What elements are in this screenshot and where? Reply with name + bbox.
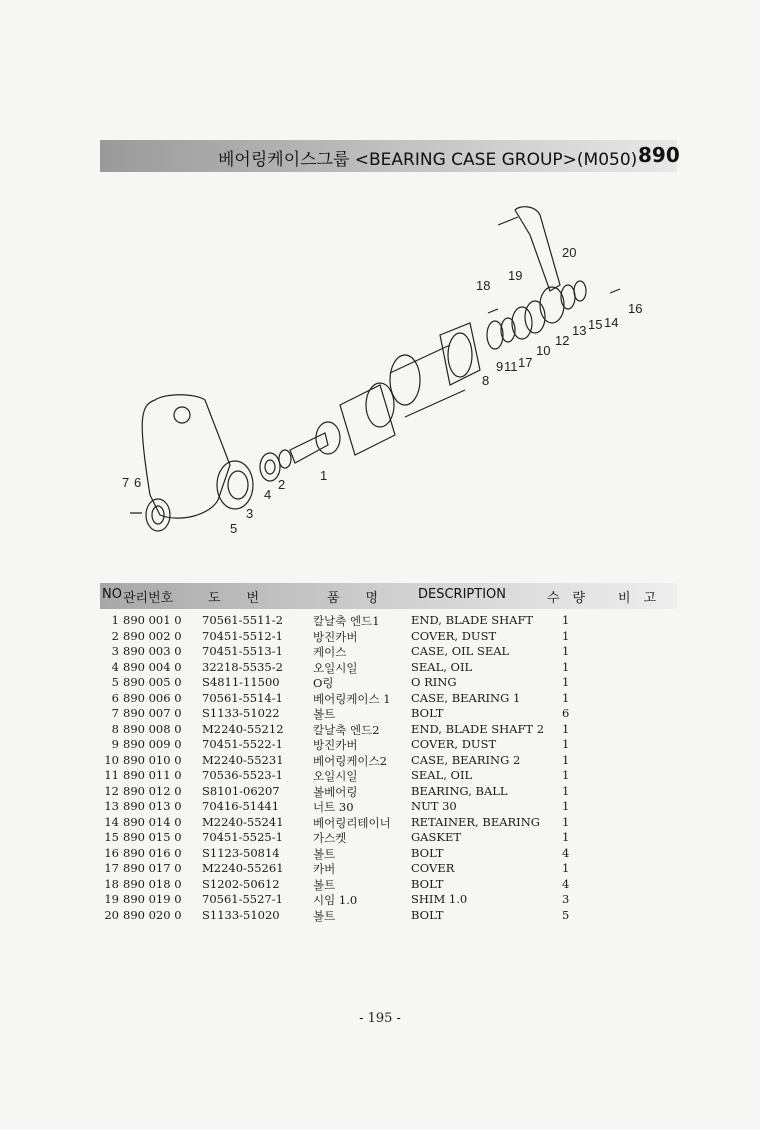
row-quantity: 1 xyxy=(562,690,570,705)
row-description: BOLT xyxy=(411,907,444,922)
row-description: O RING xyxy=(411,675,457,689)
row-description: RETAINER, BEARING xyxy=(411,814,540,829)
row-part-name: 베어링리테이너 xyxy=(313,815,391,830)
row-drawing-number: 32218-5535-2 xyxy=(202,659,283,674)
column-header-remark: 비 고 xyxy=(618,591,657,606)
table-row xyxy=(0,691,760,707)
row-quantity: 1 xyxy=(562,752,570,767)
row-quantity: 1 xyxy=(562,830,570,844)
table-row xyxy=(0,892,760,908)
callout-label: 20 xyxy=(562,245,577,260)
callout-label: 5 xyxy=(230,521,238,536)
row-drawing-number: M2240-55241 xyxy=(202,814,284,829)
table-row xyxy=(0,753,760,769)
row-part-name: O링 xyxy=(313,676,334,690)
row-quantity: 3 xyxy=(562,892,570,906)
row-part-name: 칼날축 엔드2 xyxy=(313,722,380,737)
row-mgmt-number: 890 013 0 xyxy=(123,799,182,813)
row-drawing-number: S4811-11500 xyxy=(202,675,280,689)
column-header-mgmt: 관리번호 xyxy=(123,591,174,606)
row-description: CASE, BEARING 2 xyxy=(411,752,521,767)
callout-label: 6 xyxy=(134,475,142,490)
row-quantity: 1 xyxy=(562,861,570,875)
row-mgmt-number: 890 015 0 xyxy=(123,830,182,844)
column-header-name: 품 명 xyxy=(327,591,379,606)
row-no: 15 xyxy=(104,830,119,844)
row-part-name: 방진카버 xyxy=(313,738,358,752)
table-row xyxy=(0,846,760,862)
row-quantity: 4 xyxy=(562,845,570,860)
row-mgmt-number: 890 004 0 xyxy=(123,659,182,674)
row-description: CASE, OIL SEAL xyxy=(411,644,510,658)
table-row xyxy=(0,706,760,722)
row-description: NUT 30 xyxy=(411,799,457,813)
row-mgmt-number: 890 003 0 xyxy=(123,644,182,658)
row-part-name: 볼트 xyxy=(313,707,336,721)
row-no: 3 xyxy=(111,644,119,658)
row-mgmt-number: 890 008 0 xyxy=(123,721,182,736)
callout-label: 2 xyxy=(278,477,286,492)
table-row xyxy=(0,799,760,815)
row-part-name: 카버 xyxy=(313,862,336,876)
callout-label: 16 xyxy=(628,301,643,316)
row-part-name: 오일시일 xyxy=(313,769,358,783)
row-quantity: 1 xyxy=(562,721,570,736)
row-drawing-number: 70561-5527-1 xyxy=(202,892,283,906)
row-no: 13 xyxy=(104,799,119,813)
table-row xyxy=(0,908,760,924)
row-description: BOLT xyxy=(411,876,444,891)
table-row xyxy=(0,737,760,753)
callout-label: 7 xyxy=(122,475,130,490)
row-mgmt-number: 890 014 0 xyxy=(123,814,182,829)
row-no: 10 xyxy=(104,752,119,767)
row-mgmt-number: 890 020 0 xyxy=(123,907,182,922)
row-description: END, BLADE SHAFT 2 xyxy=(411,721,545,736)
row-drawing-number: S1133-51022 xyxy=(202,706,280,720)
row-mgmt-number: 890 011 0 xyxy=(123,768,182,782)
row-drawing-number: S1133-51020 xyxy=(202,907,280,922)
row-quantity: 1 xyxy=(562,659,570,674)
page-number: - 195 - xyxy=(359,1011,401,1026)
row-quantity: 4 xyxy=(562,876,570,891)
row-quantity: 1 xyxy=(562,644,570,658)
table-header-bar xyxy=(100,583,677,609)
callout-label: 10 xyxy=(536,343,551,358)
column-header-no: NO xyxy=(102,587,122,602)
row-no: 19 xyxy=(104,892,119,906)
row-mgmt-number: 890 005 0 xyxy=(123,675,182,689)
row-drawing-number: S8101-06207 xyxy=(202,783,280,798)
row-drawing-number: 70451-5522-1 xyxy=(202,737,283,751)
callout-label: 4 xyxy=(264,487,272,502)
row-description: END, BLADE SHAFT xyxy=(411,613,534,627)
page-title: 베어링케이스그룹 <BEARING CASE GROUP>(M050) xyxy=(218,150,638,170)
table-row xyxy=(0,629,760,645)
row-quantity: 1 xyxy=(562,675,570,689)
row-no: 7 xyxy=(111,706,119,720)
row-mgmt-number: 890 019 0 xyxy=(123,892,182,906)
group-code: 890 xyxy=(638,143,680,167)
row-quantity: 6 xyxy=(562,706,570,720)
row-quantity: 1 xyxy=(562,799,570,813)
row-part-name: 방진카버 xyxy=(313,629,358,644)
callout-label: 1 xyxy=(320,468,328,483)
row-no: 14 xyxy=(104,814,119,829)
row-part-name: 케이스 xyxy=(313,645,347,659)
row-quantity: 1 xyxy=(562,783,570,798)
callout-label: 12 xyxy=(555,333,570,348)
row-drawing-number: 70561-5511-2 xyxy=(202,613,283,627)
row-part-name: 가스켓 xyxy=(313,831,347,845)
row-description: BOLT xyxy=(411,845,444,860)
row-part-name: 오일시일 xyxy=(313,660,358,675)
callout-label: 14 xyxy=(604,315,619,330)
table-row xyxy=(0,784,760,800)
row-drawing-number: M2240-55231 xyxy=(202,752,284,767)
row-mgmt-number: 890 009 0 xyxy=(123,737,182,751)
row-quantity: 5 xyxy=(562,907,570,922)
callout-label: 18 xyxy=(476,278,491,293)
row-quantity: 1 xyxy=(562,613,570,627)
table-row xyxy=(0,815,760,831)
row-no: 4 xyxy=(111,659,119,674)
row-no: 18 xyxy=(104,876,119,891)
row-mgmt-number: 890 002 0 xyxy=(123,628,182,643)
callout-label: 15 xyxy=(588,317,603,332)
callout-label: 13 xyxy=(572,323,587,338)
row-part-name: 볼트 xyxy=(313,877,336,892)
row-drawing-number: M2240-55261 xyxy=(202,861,284,875)
row-no: 2 xyxy=(111,628,119,643)
row-part-name: 칼날축 엔드1 xyxy=(313,614,380,628)
row-quantity: 1 xyxy=(562,768,570,782)
row-drawing-number: 70451-5513-1 xyxy=(202,644,283,658)
table-row xyxy=(0,722,760,738)
row-description: GASKET xyxy=(411,830,462,844)
row-drawing-number: 70536-5523-1 xyxy=(202,768,283,782)
table-row xyxy=(0,768,760,784)
row-no: 12 xyxy=(104,783,119,798)
row-mgmt-number: 890 006 0 xyxy=(123,690,182,705)
row-mgmt-number: 890 018 0 xyxy=(123,876,182,891)
row-part-name: 볼트 xyxy=(313,908,336,923)
row-quantity: 1 xyxy=(562,814,570,829)
row-part-name: 시임 1.0 xyxy=(313,893,358,907)
table-row xyxy=(0,613,760,629)
row-description: COVER, DUST xyxy=(411,737,497,751)
row-no: 20 xyxy=(104,907,119,922)
row-part-name: 볼베어링 xyxy=(313,784,358,799)
row-drawing-number: 70451-5525-1 xyxy=(202,830,283,844)
callout-label: 8 xyxy=(482,373,490,388)
table-row xyxy=(0,830,760,846)
callout-label: 19 xyxy=(508,268,523,283)
column-header-description: DESCRIPTION xyxy=(418,587,506,602)
table-row xyxy=(0,675,760,691)
table-row xyxy=(0,877,760,893)
row-no: 6 xyxy=(111,690,119,705)
row-no: 11 xyxy=(104,768,119,782)
row-mgmt-number: 890 007 0 xyxy=(123,706,182,720)
row-drawing-number: M2240-55212 xyxy=(202,721,284,736)
row-description: BEARING, BALL xyxy=(411,783,508,798)
exploded-parts-diagram xyxy=(110,195,670,555)
row-mgmt-number: 890 001 0 xyxy=(123,613,182,627)
row-description: SEAL, OIL xyxy=(411,659,473,674)
row-quantity: 1 xyxy=(562,737,570,751)
row-drawing-number: 70561-5514-1 xyxy=(202,690,283,705)
row-part-name: 너트 30 xyxy=(313,800,354,814)
row-description: BOLT xyxy=(411,706,444,720)
callout-label: 17 xyxy=(518,355,533,370)
row-no: 8 xyxy=(111,721,119,736)
row-drawing-number: S1202-50612 xyxy=(202,876,280,891)
row-description: SHIM 1.0 xyxy=(411,892,468,906)
table-row xyxy=(0,660,760,676)
row-part-name: 베어링케이스2 xyxy=(313,753,387,768)
row-part-name: 베어링케이스 1 xyxy=(313,691,391,706)
row-description: COVER xyxy=(411,861,455,875)
table-row xyxy=(0,644,760,660)
callout-label: 3 xyxy=(246,506,254,521)
callout-label: 11 xyxy=(504,359,518,374)
column-header-drawing: 도 번 xyxy=(208,591,260,606)
row-drawing-number: 70451-5512-1 xyxy=(202,628,283,643)
row-mgmt-number: 890 010 0 xyxy=(123,752,182,767)
row-no: 1 xyxy=(111,613,119,627)
row-mgmt-number: 890 012 0 xyxy=(123,783,182,798)
row-description: CASE, BEARING 1 xyxy=(411,690,521,705)
row-quantity: 1 xyxy=(562,628,570,643)
row-description: COVER, DUST xyxy=(411,628,497,643)
row-no: 5 xyxy=(111,675,119,689)
table-row xyxy=(0,861,760,877)
row-description: SEAL, OIL xyxy=(411,768,473,782)
row-drawing-number: S1123-50814 xyxy=(202,845,280,860)
row-part-name: 볼트 xyxy=(313,846,336,861)
row-mgmt-number: 890 017 0 xyxy=(123,861,182,875)
callout-label: 9 xyxy=(496,359,504,374)
row-no: 9 xyxy=(111,737,119,751)
row-drawing-number: 70416-51441 xyxy=(202,799,280,813)
row-mgmt-number: 890 016 0 xyxy=(123,845,182,860)
column-header-qty: 수 량 xyxy=(547,591,586,606)
row-no: 16 xyxy=(104,845,119,860)
row-no: 17 xyxy=(104,861,119,875)
